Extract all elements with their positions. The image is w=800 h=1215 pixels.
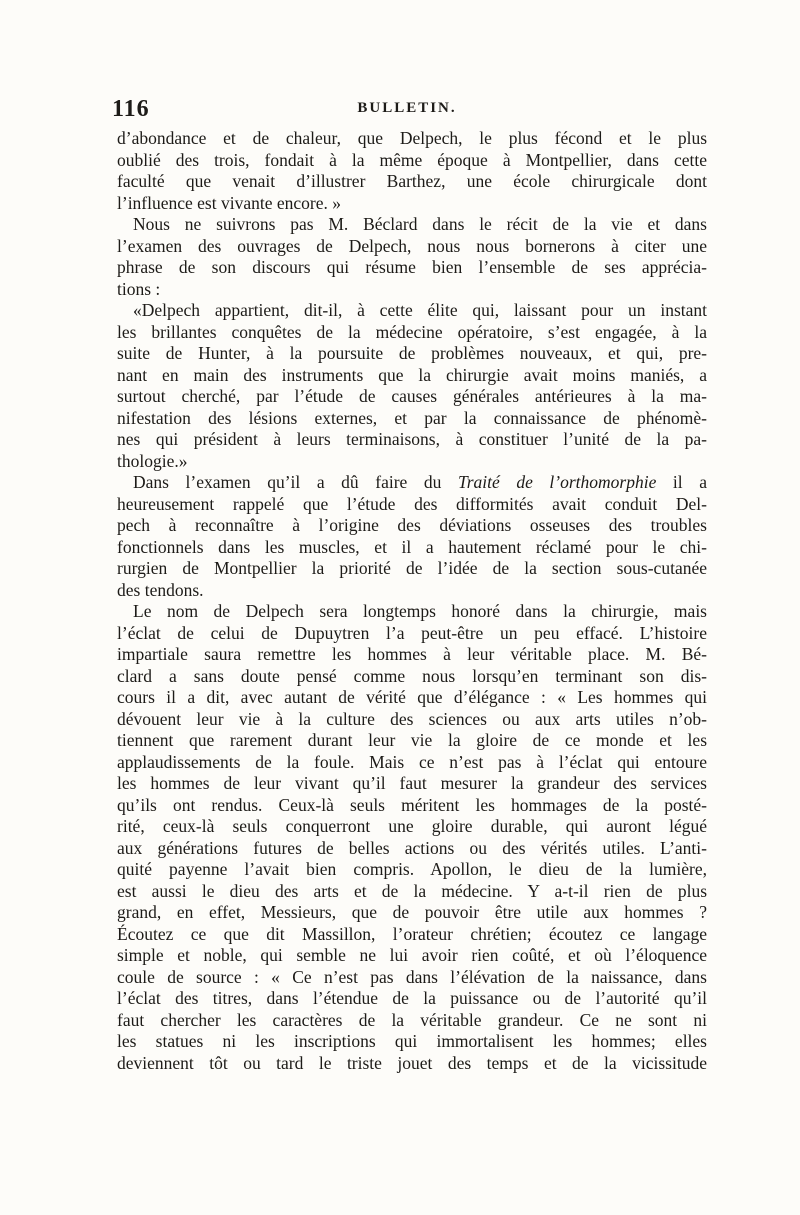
text-line: impartiale saura remettre les hommes à leur véritable place. M. Bé- bbox=[117, 644, 707, 664]
text-line: tiennent que rarement durant leur vie la gloire de ce monde et les bbox=[117, 730, 707, 750]
paragraph bbox=[117, 472, 707, 601]
text-line: fonctionnels dans les muscles, et il a hautement réclamé pour le chi- bbox=[117, 536, 707, 557]
italic-title: Traité de l’orthomorphie bbox=[457, 472, 657, 492]
text-line: simple et noble, qui semble ne lui avoir rien coûté, et où l’éloquence bbox=[117, 945, 707, 965]
text-line: dévouent leur vie à la culture des sciences ou aux arts utiles n’ob- bbox=[117, 708, 707, 729]
text-line: surtout cherché, par l’étude de causes générales antérieures à la ma- bbox=[117, 386, 707, 406]
text-line: Le nom de Delpech sera longtemps honoré dans la chirurgie, mais bbox=[133, 601, 707, 621]
page-number: 116 bbox=[112, 96, 150, 122]
text-line: Dans l’examen qu’il a dû faire du Traité de l’orthomorphie il a bbox=[133, 472, 707, 492]
text-line: l’influence est vivante encore. » bbox=[117, 192, 341, 213]
text-line: heureusement rappelé que l’étude des difformités avait conduit Del- bbox=[117, 493, 707, 514]
text-line: l’examen des ouvrages de Delpech, nous nous bornerons à citer une bbox=[117, 235, 707, 256]
text-line: nes qui président à leurs terminaisons, à constituer l’unité de la pa- bbox=[117, 429, 707, 449]
text-line: rurgien de Montpellier la priorité de l’idée de la section sous-cutanée bbox=[117, 558, 707, 578]
text-line: quité payenne l’avait bien compris. Apollon, le dieu de la lumière, bbox=[117, 859, 707, 879]
text-line: Écoutez ce que dit Massillon, l’orateur chrétien; écoutez ce langage bbox=[117, 923, 707, 944]
text-line: est aussi le dieu des arts et de la médecine. Y a-t-il rien de plus bbox=[117, 880, 707, 901]
text-line: l’éclat de celui de Dupuytren l’a peut-être un peu effacé. L’histoire bbox=[117, 622, 707, 643]
paragraph bbox=[117, 128, 707, 214]
running-head: BULLETIN. bbox=[357, 100, 457, 116]
text-line: coule de source : « Ce n’est pas dans l’élévation de la naissance, dans bbox=[117, 966, 707, 987]
text-line: cours il a dit, avec autant de vérité que d’élégance : « Les hommes qui bbox=[117, 687, 707, 707]
text-line: des tendons. bbox=[117, 579, 204, 600]
text-line: nant en main des instruments que la chirurgie avait moins maniés, a bbox=[117, 364, 707, 385]
text-line: clard a sans doute pensé comme nous lorsqu’en terminant son dis- bbox=[117, 665, 707, 686]
text-line: deviennent tôt ou tard le triste jouet des temps et de la vicissitude bbox=[117, 1052, 707, 1073]
text-line: rité, ceux-là seuls conquerront une gloire durable, qui auront légué bbox=[117, 816, 707, 836]
paragraph bbox=[117, 300, 707, 472]
text-line: applaudissements de la foule. Mais ce n’est pas à l’éclat qui entoure bbox=[117, 751, 707, 772]
text-line: grand, en effet, Messieurs, que de pouvoir être utile aux hommes ? bbox=[117, 902, 707, 922]
paragraph bbox=[117, 214, 707, 300]
text-line: thologie.» bbox=[117, 450, 188, 471]
text-line: nifestation des lésions externes, et par la connaissance de phénomè- bbox=[117, 407, 707, 428]
text-line: qu’ils ont rendus. Ceux-là seuls méritent les hommages de la posté- bbox=[117, 794, 707, 815]
text-line: pech à reconnaître à l’origine des déviations osseuses des troubles bbox=[117, 515, 707, 535]
text-line: Nous ne suivrons pas M. Béclard dans le récit de la vie et dans bbox=[133, 214, 707, 234]
text-line: phrase de son discours qui résume bien l’ensemble de ses apprécia- bbox=[117, 257, 707, 277]
text-line: les statues ni les inscriptions qui immortalisent les hommes; elles bbox=[117, 1031, 707, 1051]
text-line: d’abondance et de chaleur, que Delpech, le plus fécond et le plus bbox=[117, 128, 707, 148]
text-line: l’éclat des titres, dans l’étendue de la puissance ou de l’autorité qu’il bbox=[117, 988, 707, 1008]
text-line: faculté que venait d’illustrer Barthez, une école chirurgicale dont bbox=[117, 171, 707, 191]
page-header bbox=[112, 96, 702, 126]
body-text bbox=[117, 128, 707, 1074]
text-line: suite de Hunter, à la poursuite de problèmes nouveaux, et qui, pre- bbox=[117, 343, 707, 363]
text-line: les brillantes conquêtes de la médecine opératoire, s’est engagée, à la bbox=[117, 321, 707, 342]
text-line: oublié des trois, fondait à la même époque à Montpellier, dans cette bbox=[117, 149, 707, 170]
text-line: les hommes de leur vivant qu’il faut mesurer la grandeur des services bbox=[117, 773, 707, 793]
text-line: faut chercher les caractères de la véritable grandeur. Ce ne sont ni bbox=[117, 1009, 707, 1030]
text-line: «Delpech appartient, dit-il, à cette élite qui, laissant pour un instant bbox=[133, 300, 707, 320]
text-line: aux générations futures de belles actions ou des vérités utiles. L’anti- bbox=[117, 837, 707, 858]
text-line: tions : bbox=[117, 278, 161, 299]
paragraph bbox=[117, 601, 707, 1074]
